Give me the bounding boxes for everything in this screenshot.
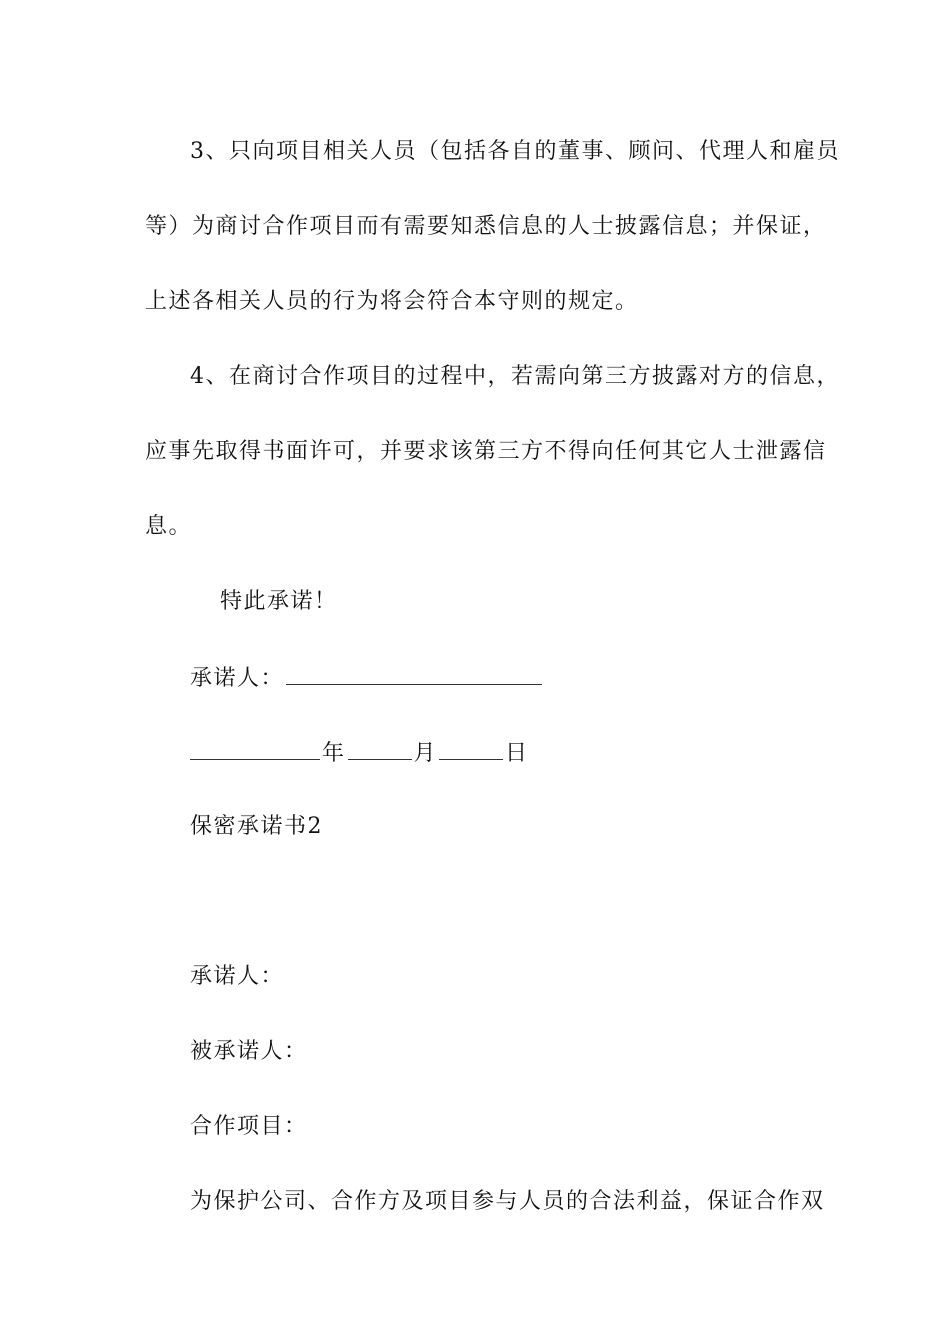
paragraph-3-line-1: 3、只向项目相关人员（包括各自的董事、顾问、代理人和雇员 [190, 139, 840, 164]
day-label: 日 [505, 741, 529, 766]
year-blank [190, 737, 320, 760]
paragraph-3-line-2: 等）为商讨合作项目而有需要知悉信息的人士披露信息；并保证， [145, 214, 827, 239]
promisor-field: 承诺人： [190, 964, 285, 989]
paragraph-4-line-1: 4、在商讨合作项目的过程中，若需向第三方披露对方的信息， [190, 364, 840, 389]
date-line [190, 737, 529, 769]
section-2-title: 保密承诺书2 [190, 814, 323, 839]
project-field: 合作项目： [190, 1114, 308, 1139]
signature-line [190, 662, 544, 694]
signature-blank [286, 662, 542, 685]
signature-label: 承诺人： [190, 666, 285, 691]
month-blank [348, 737, 412, 760]
promisee-field: 被承诺人： [190, 1039, 308, 1064]
closing-statement: 特此承诺！ [220, 589, 338, 614]
paragraph-4-line-3: 息。 [145, 514, 193, 539]
paragraph-4-line-2: 应事先取得书面许可，并要求该第三方不得向任何其它人士泄露信 [145, 439, 827, 464]
year-label: 年 [322, 741, 346, 766]
paragraph-3-line-3: 上述各相关人员的行为将会符合本守则的规定。 [145, 289, 639, 314]
month-label: 月 [413, 741, 438, 766]
day-blank [439, 737, 503, 760]
intro-paragraph-line-1: 为保护公司、合作方及项目参与人员的合法利益，保证合作双 [190, 1189, 825, 1214]
